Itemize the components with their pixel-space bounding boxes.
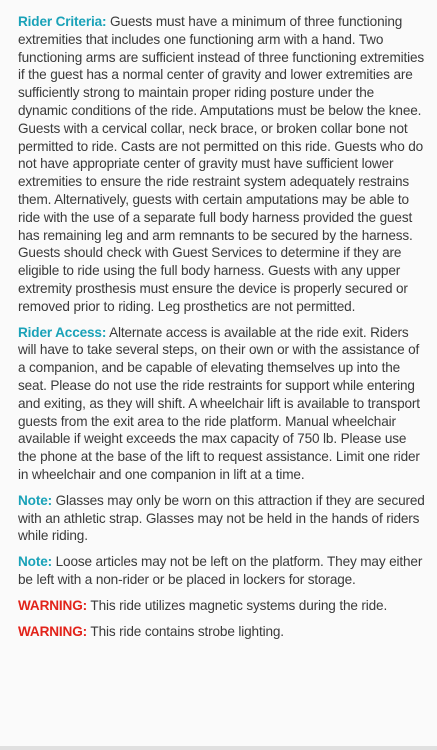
strobe-warning-label: WARNING:: [18, 623, 88, 639]
rider-access-text: Alternate access is available at the ride exit. Riders will have to take several steps, on their own or with the assistance of a companion, and be capable of elevating themselves up into the seat. Please do not use the ride restraints for support while entering and exiting, as they will shift. A wheelchair lift is available to transport guests from the exit area to the ride platform. Manual wheelchair available if weight exceeds the max capacity of 750 lb. Please use the phone at the base of the lift to request assistance. Limit one rider in wheelchair and one companion in lift at a time.: [18, 324, 420, 482]
loose-articles-note-paragraph: [18, 553, 427, 589]
magnetic-warning-text: This ride utilizes magnetic systems during the ride.: [87, 597, 388, 613]
glasses-note-label: Note:: [18, 492, 52, 508]
rider-access-paragraph: [18, 324, 427, 484]
strobe-warning-paragraph: [18, 623, 427, 641]
glasses-note-text: Glasses may only be worn on this attraction if they are secured with an athletic strap. Glasses may not be held in the hands of riders while riding.: [18, 492, 425, 544]
rider-criteria-paragraph: [18, 13, 427, 316]
rider-criteria-label: Rider Criteria:: [18, 14, 107, 29]
rider-criteria-text: Guests must have a minimum of three functioning extremities that includes one functioning arm with a hand. Two functioning arms are sufficient instead of three functioning extremities if the guest has a normal center of gravity and lower extremities are sufficiently strong to maintain proper riding posture under the dynamic conditions of the ride. Amputations must be below the knee. Guests with a cervical collar, neck brace, or broken collar bone not permitted to ride. Casts are not permitted on this ride. Guests who do not have appropriate center of gravity must have sufficient lower extremities to ensure the ride restraint system adequately restrains them. Alternatively, guests with certain amputations may be able to ride with the use of a separate full body harness provided the guest has remaining leg and arm remnants to be secured by the harness. Guests should check with Guest Services to determine if they are eligible to ride using the full body harness. Guests with any upper extremity prosthesis must ensure the device is properly secured or removed prior to riding. Leg prosthetics are not permitted.: [18, 14, 425, 314]
bottom-divider: [0, 746, 437, 750]
rider-access-label: Rider Access:: [18, 324, 107, 340]
magnetic-warning-label: WARNING:: [18, 597, 88, 613]
magnetic-warning-paragraph: [18, 597, 427, 615]
loose-articles-note-label: Note:: [18, 554, 52, 570]
loose-articles-note-text: Loose articles may not be left on the platform. They may either be left with a non-rider or be placed in lockers for storage.: [18, 554, 423, 587]
glasses-note-paragraph: [18, 492, 427, 545]
strobe-warning-text: This ride contains strobe lighting.: [87, 623, 284, 639]
